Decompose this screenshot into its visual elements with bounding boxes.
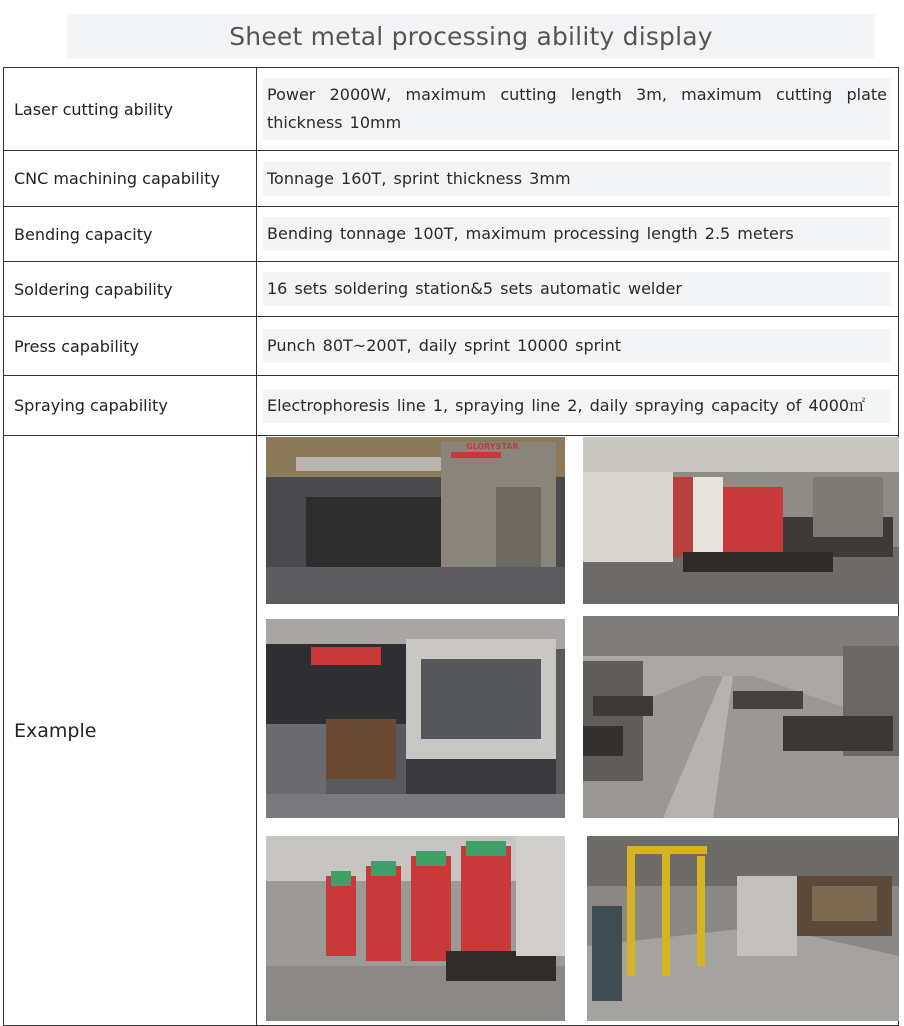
photo-bending-machine [266, 619, 565, 818]
table-row [4, 436, 899, 1026]
row-label-press: Press capability [4, 317, 257, 376]
photo-cnc-machine-image [583, 437, 899, 604]
value-text: Power 2000W, maximum cutting length 3m, maximum cutting plate thickness 10mm [263, 78, 891, 140]
value-text: Tonnage 160T, sprint thickness 3mm [263, 162, 891, 196]
row-value-cnc [257, 151, 899, 207]
photo-laser-cutting-image [266, 437, 565, 604]
capability-table [3, 67, 899, 1026]
page-title: Sheet metal processing ability display [67, 14, 875, 59]
photo-laser-cutting [266, 437, 565, 604]
row-value-bending [257, 207, 899, 262]
photo-spraying-line [587, 836, 899, 1021]
table-row [4, 151, 899, 207]
row-label-bending: Bending capacity [4, 207, 257, 262]
photo-soldering-workshop [583, 616, 899, 818]
row-label-cnc: CNC machining capability [4, 151, 257, 207]
row-label-soldering: Soldering capability [4, 262, 257, 317]
table-row [4, 376, 899, 436]
row-value-spraying [257, 376, 899, 436]
machine-brand-text: GLORYSTAR [466, 442, 519, 451]
table-row [4, 262, 899, 317]
photo-press-line [266, 836, 565, 1021]
value-text: Bending tonnage 100T, maximum processing length 2.5 meters [263, 217, 891, 251]
row-value-press [257, 317, 899, 376]
photo-press-line-image [266, 836, 565, 1021]
row-value-soldering [257, 262, 899, 317]
example-gallery-cell [257, 436, 899, 1026]
photo-soldering-workshop-image [583, 616, 899, 818]
row-label-example: Example [4, 436, 257, 1026]
row-label-spraying: Spraying capability [4, 376, 257, 436]
value-text: Punch 80T~200T, daily sprint 10000 sprint [263, 329, 891, 363]
photo-gallery [257, 436, 902, 1025]
photo-bending-machine-image [266, 619, 565, 818]
photo-cnc-machine [583, 437, 899, 604]
table-row [4, 207, 899, 262]
table-row [4, 68, 899, 151]
value-text: Electrophoresis line 1, spraying line 2, daily spraying capacity of 4000㎡ [263, 389, 891, 423]
photo-spraying-line-image [587, 836, 899, 1021]
row-value-laser [257, 68, 899, 151]
row-label-laser: Laser cutting ability [4, 68, 257, 151]
value-text: 16 sets soldering station&5 sets automatic welder [263, 272, 891, 306]
table-row [4, 317, 899, 376]
